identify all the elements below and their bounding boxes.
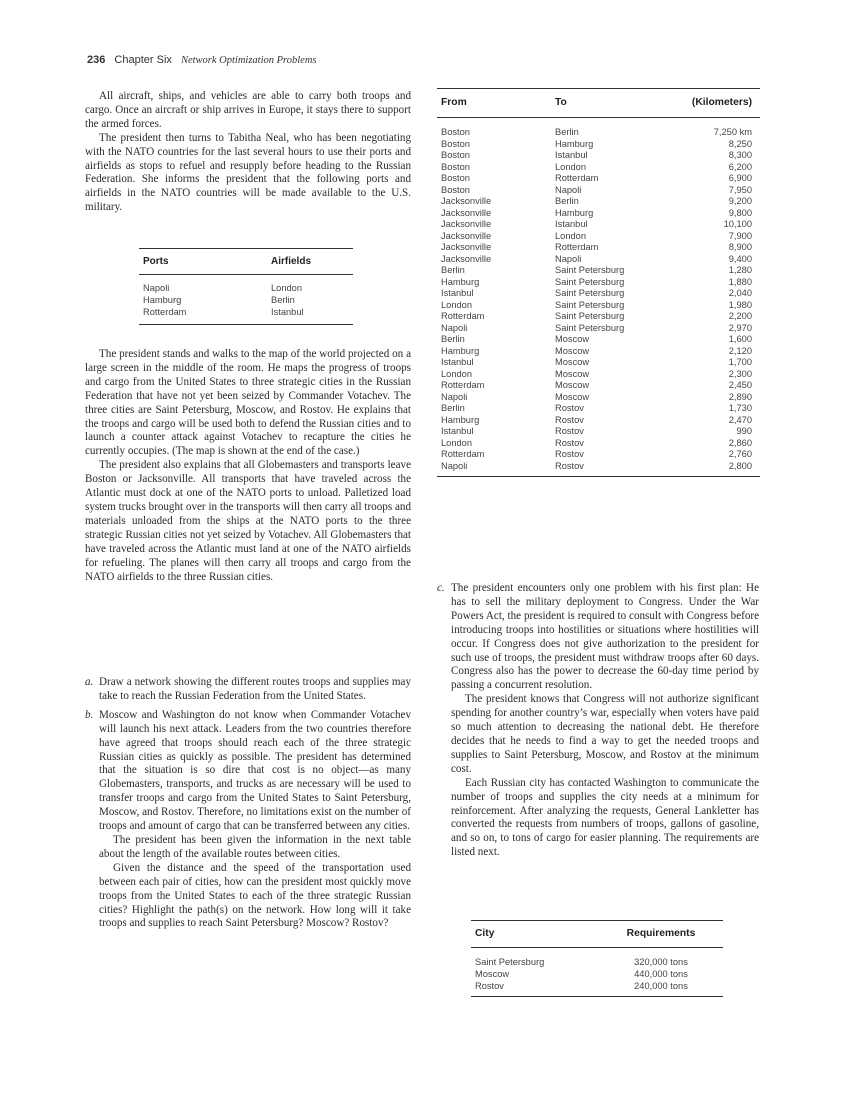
table-cell: Berlin xyxy=(555,196,579,206)
chapter-title: Network Optimization Problems xyxy=(180,55,317,66)
table-row xyxy=(437,346,760,358)
table-cell: Jacksonville xyxy=(441,219,492,229)
table-cell: 8,900 xyxy=(728,242,752,252)
table-cell: Hamburg xyxy=(143,295,182,305)
table-cell: 6,900 xyxy=(728,173,752,183)
table-cell: Rotterdam xyxy=(441,380,485,390)
table-cell: Rotterdam xyxy=(139,306,267,325)
table-row xyxy=(437,288,760,300)
table-row xyxy=(437,300,760,312)
table-cell: 7,900 xyxy=(728,230,752,241)
table-row xyxy=(437,196,760,208)
table-cell: Saint Petersburg xyxy=(555,288,625,298)
table-row xyxy=(437,449,760,461)
table-cell: Rotterdam xyxy=(441,311,485,321)
table-cell: Boston xyxy=(441,127,470,137)
table-cell: 990 xyxy=(736,426,752,436)
left-column-top xyxy=(85,90,411,215)
table-cell: Saint Petersburg xyxy=(555,265,625,275)
table-cell: 2,970 xyxy=(728,322,752,333)
table-cell: Boston xyxy=(441,150,470,160)
table-header: From xyxy=(437,89,551,118)
question-c xyxy=(437,582,759,860)
table-cell: 7,250 km xyxy=(713,127,752,137)
table-cell: Napoli xyxy=(437,461,551,477)
table-cell: London xyxy=(271,283,303,293)
table-cell: 2,300 xyxy=(728,368,752,379)
table-cell: Saint Petersburg xyxy=(555,311,625,321)
left-column-questions xyxy=(85,676,411,931)
paragraph: The president knows that Congress will not authorize significant spending for another country’s war, especially when voters have paid so much attention to decreasing the national debt. He therefore decides that he needs to find a way to get the needed troops and supplies to Saint Petersburg, Moscow, and Rostov at the minimum cost. xyxy=(451,693,759,775)
table-cell: 2,040 xyxy=(728,288,752,298)
table-cell: London xyxy=(441,437,473,448)
table-cell: 2,450 xyxy=(728,380,752,390)
table-row xyxy=(471,948,723,969)
table-header: Airfields xyxy=(267,249,353,275)
table-cell: Hamburg xyxy=(555,207,594,218)
table-cell: Rostov xyxy=(555,414,584,425)
table-cell: Moscow xyxy=(475,969,510,979)
table-cell: Rostov xyxy=(555,403,584,413)
table-cell: Boston xyxy=(441,161,470,172)
table-cell: Hamburg xyxy=(441,345,480,356)
table-cell: 10,100 xyxy=(723,219,752,229)
table-cell: Rostov xyxy=(555,437,584,448)
table-cell: 8,300 xyxy=(728,150,752,160)
table-cell: 1,280 xyxy=(728,265,752,275)
page-number: 236 xyxy=(87,54,106,66)
table-cell: Moscow xyxy=(555,357,590,367)
table-cell: Saint Petersburg xyxy=(475,957,545,967)
table-row xyxy=(471,968,723,980)
table-cell: Rostov xyxy=(555,426,584,436)
paragraph: The president stands and walks to the map of the world projected on a large screen in the middle of the room. He maps the progress of troops and cargo from the United States to three strategic cities in the Russian Federation that have not yet been seized by Commander Votachev. The three cities are Saint Petersburg, Moscow, and Rostov. He explains that the troops and cargo will be used both to defend the Russian cities and to launch a counter attack against Votachev to recapture the cities he currently occupies. (The map is shown at the end of the case.) xyxy=(85,348,411,458)
paragraph: Each Russian city has contacted Washington to communicate the number of troops and supplies the city needs at a minimum for reinforcement. After analyzing the requests, General Lankletter has converted the requests from numbers of troops, gallons of gasoline, and so on, to tons of cargo for easier planning. The requirements are listed next. xyxy=(451,776,759,859)
table-cell: Berlin xyxy=(441,334,465,344)
table-cell: Moscow xyxy=(555,345,590,356)
table-row xyxy=(437,150,760,162)
paragraph: The president has been given the information in the next table about the length of the available routes between cities. xyxy=(99,833,411,860)
table-row xyxy=(437,162,760,174)
table-cell: Boston xyxy=(441,184,470,195)
ports-airfields-table xyxy=(139,248,353,325)
question-label: c. xyxy=(437,582,445,594)
table-cell: Hamburg xyxy=(441,276,480,287)
chapter-label: Chapter Six xyxy=(114,54,172,66)
table-cell: Istanbul xyxy=(267,306,353,325)
table-header: Requirements xyxy=(599,921,723,948)
table-row xyxy=(437,426,760,438)
table-header: City xyxy=(471,921,599,948)
table-row xyxy=(471,980,723,997)
table-cell: London xyxy=(441,368,473,379)
table-cell: Napoli xyxy=(441,322,468,333)
table-row xyxy=(437,231,760,243)
table-cell: Hamburg xyxy=(555,138,594,149)
table-cell: Jacksonville xyxy=(441,242,492,252)
table-row xyxy=(437,461,760,477)
table-cell: Moscow xyxy=(555,368,590,379)
table-cell: Saint Petersburg xyxy=(555,276,625,287)
table-cell: 2,760 xyxy=(728,449,752,459)
question-label: b. xyxy=(85,708,94,721)
routes-distance-table xyxy=(437,88,760,477)
table-row xyxy=(437,185,760,197)
table-row xyxy=(437,415,760,427)
left-column-middle xyxy=(85,348,411,584)
table-cell: Jacksonville xyxy=(441,207,492,218)
table-cell: Hamburg xyxy=(441,414,480,425)
table-header: (Kilometers) xyxy=(659,89,760,118)
table-row xyxy=(437,118,760,139)
table-cell: 9,200 xyxy=(728,196,752,206)
question-label: a. xyxy=(85,676,94,688)
table-cell: 2,860 xyxy=(728,437,752,448)
table-cell: 320,000 tons xyxy=(634,957,688,967)
table-cell: 2,800 xyxy=(659,461,760,477)
table-cell: Jacksonville xyxy=(441,253,492,264)
table-cell: Moscow xyxy=(555,391,590,402)
table-cell: 2,200 xyxy=(728,311,752,321)
table-cell: 2,890 xyxy=(728,391,752,402)
table-cell: 440,000 tons xyxy=(634,969,688,979)
table-cell: 6,200 xyxy=(728,161,752,172)
table-cell: 2,120 xyxy=(728,345,752,356)
table-cell: Saint Petersburg xyxy=(555,322,625,333)
paragraph: The president also explains that all Globemasters and transports leave Boston or Jacksonville. All transports that have traveled across the Atlantic must dock at one of the NATO ports to unload. Palletized load system trucks brought over in the transports will then carry all troops and materials unloaded from the ships at the NATO ports to the three strategic Russian cities not yet seized by Votachev. All Globemasters that have traveled across the Atlantic must land at one of the NATO airfields for refueling. The planes will then carry all troops and cargo from the NATO airfields to the three Russian cities. xyxy=(85,459,411,583)
table-cell: London xyxy=(555,230,587,241)
table-cell: 9,800 xyxy=(728,207,752,218)
requirements-table xyxy=(471,920,723,997)
table-row xyxy=(437,380,760,392)
table-cell: Napoli xyxy=(143,283,170,293)
table-cell: 1,980 xyxy=(728,299,752,310)
table-row xyxy=(139,294,353,306)
table-row xyxy=(437,265,760,277)
question-text: Draw a network showing the different routes troops and supplies may take to reach the Russian Federation from the United States. xyxy=(99,676,411,702)
table-row xyxy=(437,357,760,369)
table-cell: Rotterdam xyxy=(441,449,485,459)
question-b xyxy=(85,709,411,932)
table-cell: 8,250 xyxy=(728,138,752,149)
table-cell: Istanbul xyxy=(441,357,474,367)
table-row xyxy=(139,275,353,295)
right-column-text xyxy=(437,582,759,860)
table-cell: Napoli xyxy=(555,253,582,264)
table-cell: Saint Petersburg xyxy=(555,299,625,310)
table-cell: 1,600 xyxy=(728,334,752,344)
table-cell: Napoli xyxy=(441,391,468,402)
table-row xyxy=(437,311,760,323)
table-row xyxy=(437,277,760,289)
table-cell: 1,880 xyxy=(728,276,752,287)
table-row xyxy=(437,139,760,151)
table-cell: Moscow xyxy=(555,334,590,344)
table-cell: Istanbul xyxy=(441,426,474,436)
table-cell: Istanbul xyxy=(555,219,588,229)
table-cell: 9,400 xyxy=(728,253,752,264)
table-cell: Rostov xyxy=(471,980,599,997)
table-cell: 1,700 xyxy=(728,357,752,367)
table-cell: 7,950 xyxy=(728,184,752,195)
table-row xyxy=(437,323,760,335)
table-cell: Istanbul xyxy=(441,288,474,298)
table-cell: London xyxy=(555,161,587,172)
table-row xyxy=(437,242,760,254)
table-row xyxy=(139,306,353,325)
table-cell: Jacksonville xyxy=(441,230,492,241)
table-cell: London xyxy=(441,299,473,310)
table-cell: Napoli xyxy=(555,184,582,195)
paragraph: The president then turns to Tabitha Neal, who has been negotiating with the NATO countries for the last several hours to use their ports and airfields as stops to refuel and resupply before heading to the Russian Federation. She informs the president that the following ports and airfields in the NATO countries will be made available to the U.S. military. xyxy=(85,131,411,214)
table-row xyxy=(437,438,760,450)
table-row xyxy=(437,173,760,185)
table-cell: Istanbul xyxy=(555,150,588,160)
table-cell: Boston xyxy=(441,173,470,183)
table-row xyxy=(437,369,760,381)
table-cell: Rotterdam xyxy=(555,173,599,183)
table-cell: Boston xyxy=(441,138,470,149)
page-header xyxy=(87,54,317,66)
table-cell: 2,470 xyxy=(728,414,752,425)
table-row xyxy=(437,392,760,404)
table-header: To xyxy=(551,89,659,118)
table-cell: Berlin xyxy=(441,265,465,275)
table-row xyxy=(437,403,760,415)
question-text: Moscow and Washington do not know when Commander Votachev will launch his next attack. Leaders from the two countries therefore have agreed that troops should reach each of the three strategic Russian cities as quickly as possible. The president has determined that the situation is so dire that cost is no object—as many Globemasters, transports, and trucks as are necessary will be used to transfer troops and cargo from the United States to Saint Petersburg, Moscow, and Rostov. Therefore, no limitations exist on the number of troops and amount of cargo that can be transferred between any cities. xyxy=(99,708,411,833)
table-cell: Rotterdam xyxy=(555,242,599,252)
table-cell: Rostov xyxy=(555,449,584,459)
table-cell: Berlin xyxy=(271,295,295,305)
table-row xyxy=(437,208,760,220)
table-cell: Moscow xyxy=(555,380,590,390)
table-row xyxy=(437,219,760,231)
table-cell: Rostov xyxy=(551,461,659,477)
paragraph: Given the distance and the speed of the transportation used between each pair of cities, how can the president most quickly move troops from the United States to each of the three strategic Russian cities? Highlight the path(s) on the network. How long will it take troops and supplies to reach Saint Petersburg? Moscow? Rostov? xyxy=(99,861,411,930)
table-row xyxy=(437,334,760,346)
table-row xyxy=(437,254,760,266)
question-text: The president encounters only one problem with his first plan: He has to sell the military deployment to Congress. Under the War Powers Act, the president is required to consult with Congress before introducing troops into hostilities or situations where hostilities will occur. If Congress does not give authorization to the president for such use of troops, the president must withdraw troops after 60 days. Congress also has the power to decrease the 60-day time period by passing a concurrent resolution. xyxy=(451,582,759,692)
table-cell: 240,000 tons xyxy=(599,980,723,997)
table-cell: Jacksonville xyxy=(441,196,492,206)
question-a xyxy=(85,676,411,704)
table-header: Ports xyxy=(139,249,267,275)
paragraph: All aircraft, ships, and vehicles are able to carry both troops and cargo. Once an aircraft or ship arrives in Europe, it stays there to support the armed forces. xyxy=(85,90,411,130)
table-cell: 1,730 xyxy=(728,403,752,413)
table-cell: Berlin xyxy=(555,127,579,137)
table-cell: Berlin xyxy=(441,403,465,413)
